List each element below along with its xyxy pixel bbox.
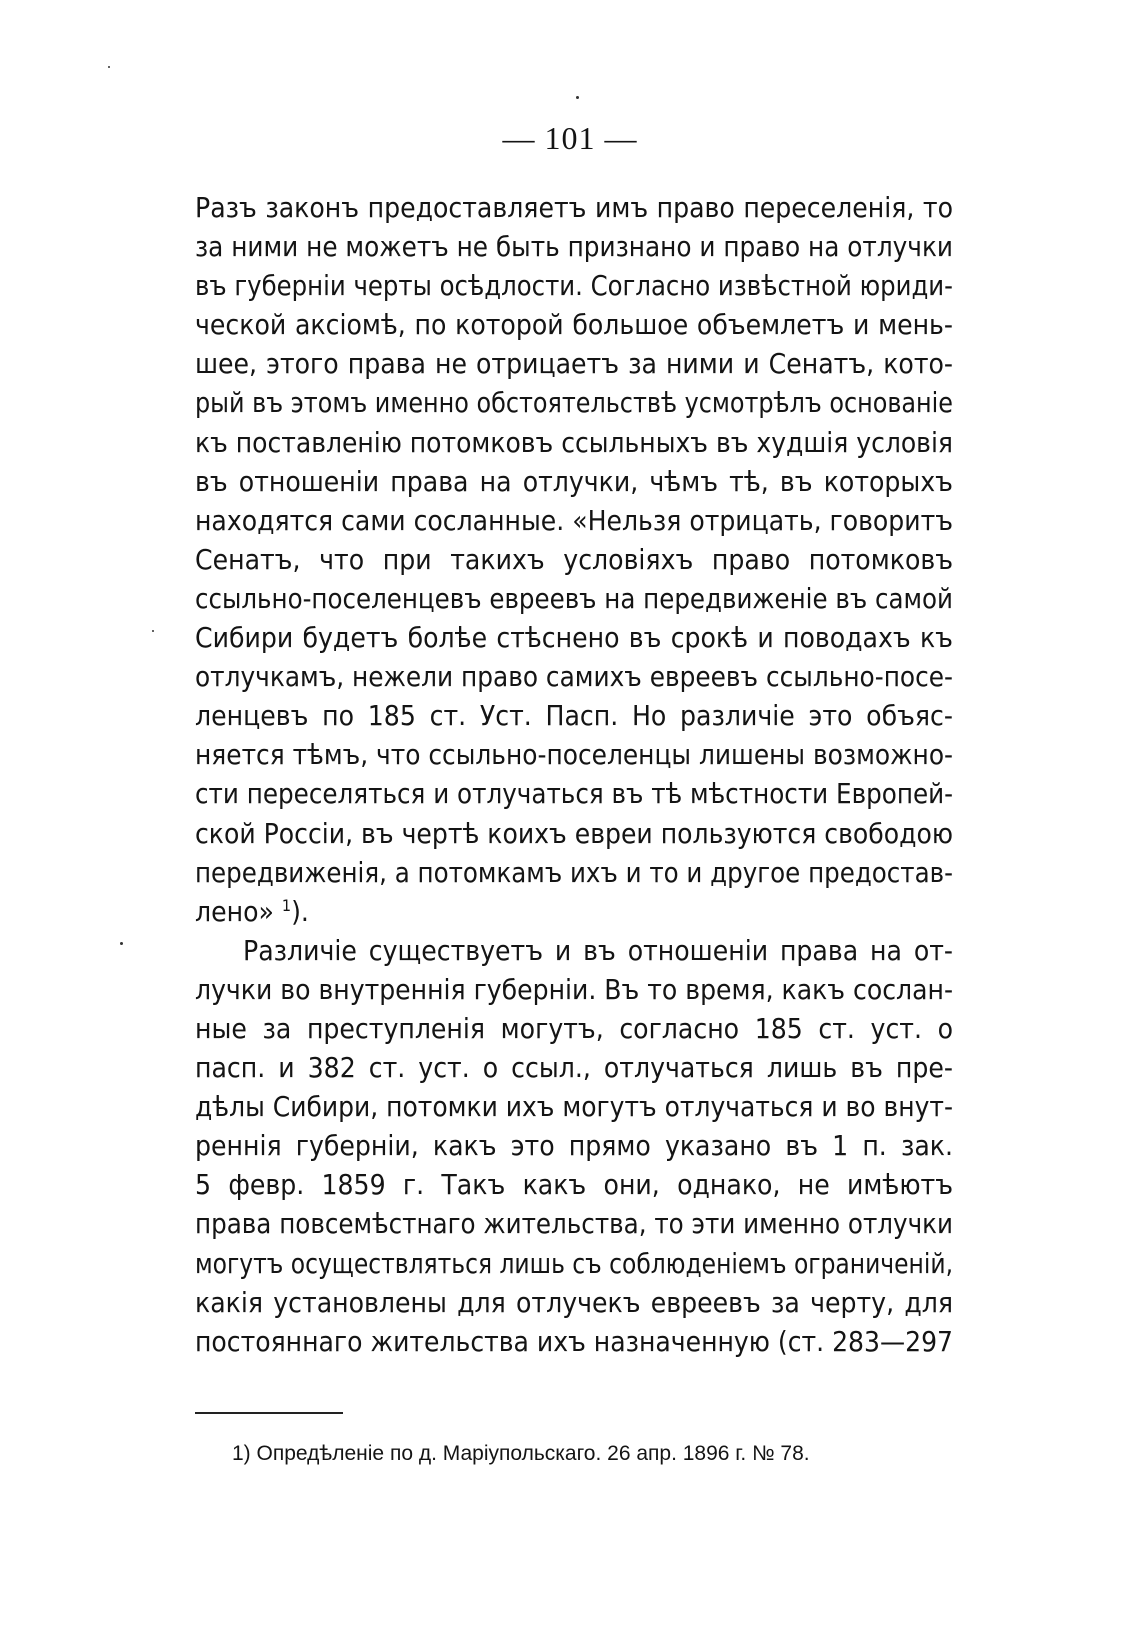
text-line: реннія губерніи, какъ это прямо указано въ 1 п. зак. (195, 1129, 953, 1163)
print-speck (576, 96, 579, 99)
text-line: за ними не можетъ не быть признано и право на отлучки (195, 230, 954, 264)
text-line: ской Россіи, въ чертѣ коихъ евреи пользуются свободою (195, 816, 953, 850)
text-line: лучки во внутреннія губерніи. Въ то время, какъ сослан- (195, 972, 954, 1006)
text-line: отлучкамъ, нежели право самихъ евреевъ ссыльно-посе- (195, 660, 953, 694)
print-speck (152, 630, 154, 632)
page-number: — 101 — (502, 120, 638, 156)
text-line-last (195, 892, 953, 931)
text-line: въ отношеніи права на отлучки, чѣмъ тѣ, въ которыхъ (195, 464, 953, 498)
text-line: въ губерніи черты осѣдлости. Согласно извѣстной юриди- (195, 269, 953, 303)
text-line: дѣлы Сибири, потомки ихъ могутъ отлучаться и во внут- (195, 1090, 953, 1124)
text-line: Различіе существуетъ и въ отношеніи права на от- (243, 933, 953, 967)
text-line: какія установлены для отлучекъ евреевъ за черту, для (195, 1285, 953, 1319)
text-line: 5 февр. 1859 г. Такъ какъ они, однако, не имѣютъ (195, 1168, 953, 1202)
footnote: 1) Опредѣленіе по д. Маріупольскаго. 26 апр. 1896 г. № 78. (232, 1442, 810, 1465)
text-line: ленцевъ по 185 ст. Уст. Пасп. Но различіе это объяс- (195, 699, 953, 733)
text-line: передвиженія, а потомкамъ ихъ и то и другое предостав- (195, 855, 953, 889)
text-fragment: ). (291, 894, 309, 928)
text-line: находятся сами сосланные. «Нельзя отрицать, говоритъ (195, 503, 953, 537)
print-speck (108, 66, 110, 68)
text-line: рый въ этомъ именно обстоятельствѣ усмотрѣлъ основаніе (195, 386, 954, 420)
paragraph-2 (195, 931, 953, 1361)
text-line: ссыльно-поселенцевъ евреевъ на передвиженіе въ самой (195, 581, 953, 615)
text-line: права повсемѣстнаго жительства, то эти именно отлучки (195, 1207, 953, 1241)
paragraph-1 (195, 188, 953, 931)
text-line: Разъ законъ предоставляетъ имъ право переселенія, то (195, 191, 953, 224)
text-line: сти переселяться и отлучаться въ тѣ мѣстности Европей- (195, 777, 954, 811)
text-line: пасп. и 382 ст. уст. о ссыл., отлучаться лишь въ пре- (195, 1051, 953, 1085)
footnote-reference: 1 (281, 895, 292, 915)
body-text (195, 188, 953, 1361)
text-line: Сибири будетъ болѣе стѣснено въ срокѣ и поводахъ къ (195, 621, 953, 655)
text-line: няется тѣмъ, что ссыльно-поселенцы лишены возможно- (195, 738, 954, 772)
text-line: шее, этого права не отрицаетъ за ними и Сенатъ, кото- (195, 347, 953, 381)
text-line: ные за преступленія могутъ, согласно 185 ст. уст. о (195, 1011, 953, 1045)
footnote-divider (195, 1412, 343, 1414)
text-line: къ поставленію потомковъ ссыльныхъ въ худшія условія (195, 425, 953, 459)
text-line: могутъ осуществляться лишь съ соблюденіемъ ограниченій, (195, 1246, 954, 1280)
text-line: постояннаго жительства ихъ назначенную (ст. 283—297 (195, 1324, 954, 1358)
text-fragment: лено» (195, 894, 274, 928)
text-line: Сенатъ, что при такихъ условіяхъ право потомковъ (195, 542, 953, 576)
print-speck (120, 942, 123, 945)
text-line: ческой аксіомѣ, по которой большое объемлетъ и мень- (195, 308, 953, 342)
